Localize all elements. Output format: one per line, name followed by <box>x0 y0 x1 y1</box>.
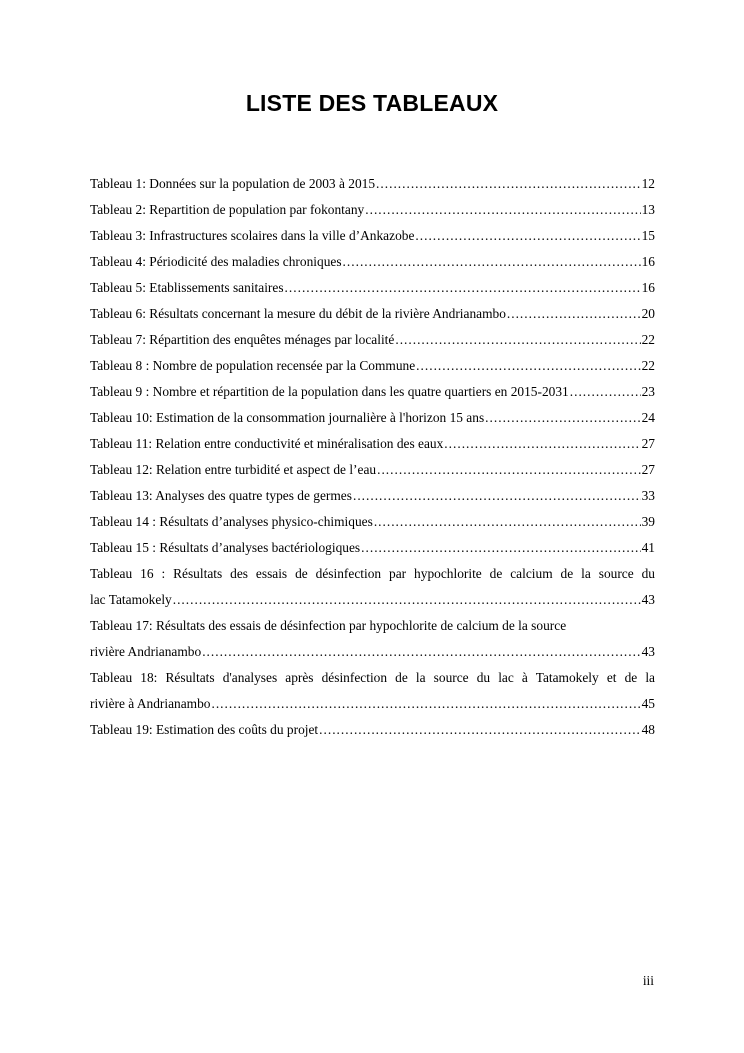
entry-page: 27 <box>641 436 655 451</box>
list-item[interactable] <box>90 691 655 717</box>
entry-title: Tableau 13: Analyses des quatre types de germes <box>90 488 352 503</box>
dot-leader <box>395 327 640 353</box>
entry-title: Tableau 19: Estimation des coûts du projet <box>90 722 319 737</box>
entry-page: 12 <box>641 176 655 191</box>
dot-leader <box>376 171 641 197</box>
list-item[interactable] <box>90 535 655 561</box>
list-item[interactable] <box>90 327 655 353</box>
page-number: iii <box>642 973 654 988</box>
entry-title-continued: rivière Andrianambo <box>90 644 202 659</box>
entry-title: Tableau 7: Répartition des enquêtes ménages par localité <box>90 332 395 347</box>
entry-page: 43 <box>641 592 655 607</box>
entry-page: 22 <box>641 332 655 347</box>
dot-leader <box>202 639 640 665</box>
entry-page: 45 <box>641 696 655 711</box>
dot-leader <box>211 691 640 717</box>
list-item[interactable] <box>90 249 655 275</box>
entry-title: Tableau 8 : Nombre de population recensée par la Commune <box>90 358 416 373</box>
list-item[interactable] <box>90 431 655 457</box>
list-item[interactable] <box>90 457 655 483</box>
entry-title: Tableau 9 : Nombre et répartition de la population dans les quatre quartiers en 2015-2031 <box>90 384 569 399</box>
list-item[interactable] <box>90 275 655 301</box>
list-item[interactable] <box>90 353 655 379</box>
entry-title: Tableau 2: Repartition de population par fokontany <box>90 202 365 217</box>
entry-page: 22 <box>641 358 655 373</box>
entry-page: 20 <box>641 306 655 321</box>
list-item-line1[interactable]: Tableau 17: Résultats des essais de désinfection par hypochlorite de calcium de la source <box>90 618 567 633</box>
entry-page: 33 <box>641 488 655 503</box>
list-item[interactable] <box>90 509 655 535</box>
entry-page: 16 <box>641 280 655 295</box>
dot-leader <box>353 483 641 509</box>
entry-page: 13 <box>641 202 655 217</box>
dot-leader <box>416 353 640 379</box>
list-item[interactable] <box>90 301 655 327</box>
list-item-line1[interactable]: Tableau 18: Résultats d'analyses après désinfection de la source du lac à Tatamokely et de la <box>90 670 655 685</box>
entry-title-continued: lac Tatamokely <box>90 592 172 607</box>
list-item[interactable] <box>90 639 655 665</box>
entry-page: 39 <box>641 514 655 529</box>
dot-leader <box>365 197 640 223</box>
entry-page: 43 <box>641 644 655 659</box>
entry-title: Tableau 15 : Résultats d’analyses bactériologiques <box>90 540 361 555</box>
page-title: LISTE DES TABLEAUX <box>245 90 499 116</box>
entry-title: Tableau 5: Etablissements sanitaires <box>90 280 284 295</box>
dot-leader <box>343 249 641 275</box>
entry-page: 27 <box>641 462 655 477</box>
entry-title-continued: rivière à Andrianambo <box>90 696 211 711</box>
dot-leader <box>285 275 641 301</box>
dot-leader <box>570 379 641 405</box>
entry-title: Tableau 11: Relation entre conductivité et minéralisation des eaux <box>90 436 444 451</box>
entry-page: 15 <box>641 228 655 243</box>
entry-title: Tableau 3: Infrastructures scolaires dans la ville d’Ankazobe <box>90 228 415 243</box>
dot-leader <box>444 431 640 457</box>
dot-leader <box>361 535 640 561</box>
entry-title: Tableau 12: Relation entre turbidité et aspect de l’eau <box>90 462 377 477</box>
entry-title: Tableau 14 : Résultats d’analyses physico-chimiques <box>90 514 373 529</box>
list-item[interactable] <box>90 587 655 613</box>
list-item[interactable] <box>90 717 655 743</box>
entry-title: Tableau 6: Résultats concernant la mesure du débit de la rivière Andrianambo <box>90 306 506 321</box>
dot-leader <box>173 587 641 613</box>
list-item[interactable] <box>90 223 655 249</box>
entry-page: 48 <box>641 722 655 737</box>
dot-leader <box>377 457 641 483</box>
entry-title: Tableau 1: Données sur la population de 2003 à 2015 <box>90 176 376 191</box>
dot-leader <box>415 223 640 249</box>
entry-title: Tableau 10: Estimation de la consommation journalière à l'horizon 15 ans <box>90 410 485 425</box>
entry-page: 41 <box>641 540 655 555</box>
list-item[interactable] <box>90 171 655 197</box>
list-item[interactable] <box>90 379 655 405</box>
entry-page: 23 <box>641 384 655 399</box>
entry-title: Tableau 4: Périodicité des maladies chroniques <box>90 254 342 269</box>
entry-page: 16 <box>641 254 655 269</box>
dot-leader <box>374 509 641 535</box>
dot-leader <box>507 301 641 327</box>
dot-leader <box>485 405 640 431</box>
dot-leader <box>319 717 640 743</box>
list-item[interactable] <box>90 405 655 431</box>
list-item-line1[interactable]: Tableau 16 : Résultats des essais de désinfection par hypochlorite de calcium de la source du <box>90 566 655 581</box>
list-item[interactable] <box>90 197 655 223</box>
table-list <box>90 171 655 743</box>
entry-page: 24 <box>641 410 655 425</box>
list-item[interactable] <box>90 483 655 509</box>
